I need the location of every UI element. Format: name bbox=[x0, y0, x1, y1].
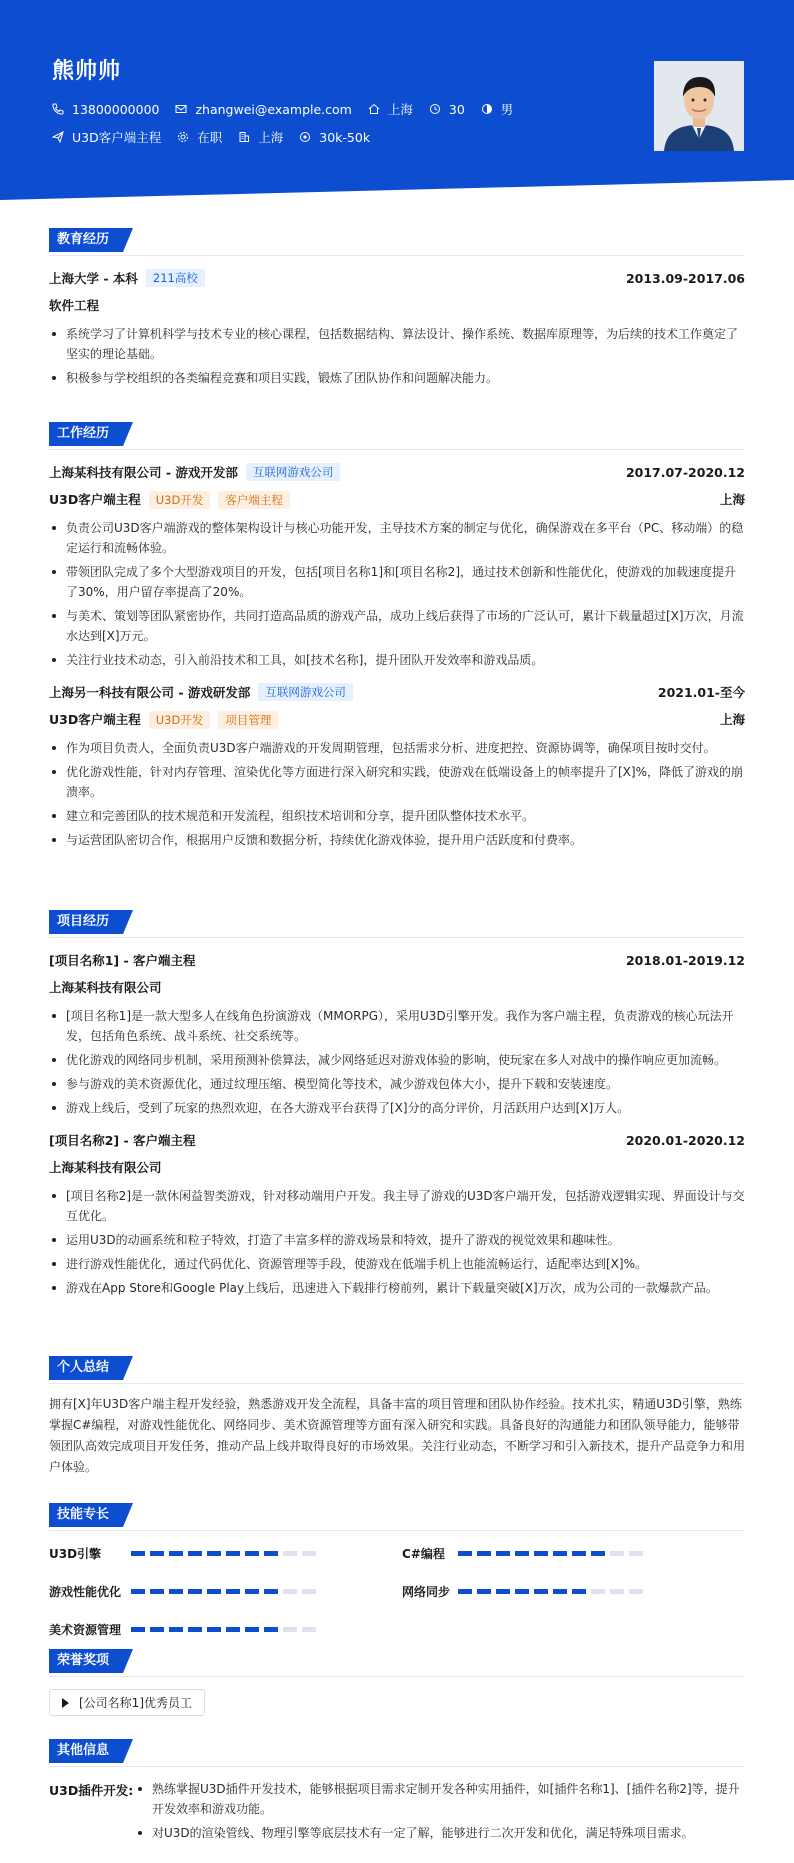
list-item: 游戏在App Store和Google Play上线后，迅速进入下载排行榜前列，累计下载量突破[X]万次，成为公司的一款爆款产品。 bbox=[49, 1278, 745, 1298]
skill-segment bbox=[131, 1551, 145, 1556]
skill-segment bbox=[283, 1589, 297, 1594]
skill-segment bbox=[302, 1627, 316, 1632]
other-title: 其他信息 bbox=[49, 1739, 123, 1763]
mail-icon bbox=[175, 103, 187, 115]
skill-tag: U3D开发 bbox=[149, 711, 211, 729]
age-icon bbox=[429, 103, 441, 115]
list-item: 与美术、策划等团队紧密协作，共同打造高品质的游戏产品，成功上线后获得了市场的广泛认可，累计下载量超过[X]万次，月流水达到[X]万元。 bbox=[49, 606, 745, 646]
list-item: 优化游戏性能，针对内存管理、渲染优化等方面进行深入研究和实践，使游戏在低端设备上的帧率提升了[X]%，降低了游戏的崩溃率。 bbox=[49, 762, 745, 802]
skill-segment bbox=[226, 1551, 240, 1556]
skills-section bbox=[49, 1503, 745, 1653]
skill-segment bbox=[245, 1627, 259, 1632]
section-title bbox=[49, 1356, 745, 1380]
skill-segment bbox=[458, 1551, 472, 1556]
skill-segment bbox=[629, 1589, 643, 1594]
position-text: U3D客户端主程 bbox=[72, 130, 162, 145]
work-city: 上海 bbox=[719, 492, 745, 507]
work-city-text: 上海 bbox=[258, 130, 284, 145]
position-item bbox=[52, 128, 161, 146]
building-icon bbox=[238, 131, 250, 143]
project-company: 上海某科技有限公司 bbox=[49, 980, 162, 995]
skill-segment bbox=[207, 1551, 221, 1556]
section-divider bbox=[49, 255, 745, 256]
list-item: [项目名称1]是一款大型多人在线角色扮演游戏（MMORPG），采用U3D引擎开发。我作为客户端主程，负责游戏的核心玩法开发，包括角色系统、战斗系统、社交系统等。 bbox=[49, 1006, 745, 1046]
gender-text: 男 bbox=[500, 102, 514, 117]
skill-segment bbox=[302, 1551, 316, 1556]
work-city: 上海 bbox=[719, 712, 745, 727]
skill-segment bbox=[534, 1551, 548, 1556]
section-title bbox=[49, 422, 745, 446]
school-name: 上海大学 - 本科 bbox=[49, 271, 138, 286]
skill-segment bbox=[226, 1627, 240, 1632]
skill-segment bbox=[534, 1589, 548, 1594]
summary-title: 个人总结 bbox=[49, 1356, 123, 1380]
education-date: 2013.09-2017.06 bbox=[625, 270, 745, 286]
education-section bbox=[49, 228, 745, 392]
section-divider bbox=[49, 1383, 745, 1384]
salary-item bbox=[299, 130, 370, 145]
work-city-item bbox=[238, 128, 283, 146]
section-title bbox=[49, 228, 745, 252]
work-date: 2017.07-2020.12 bbox=[625, 464, 745, 480]
section-title bbox=[49, 1503, 745, 1527]
award-text: [公司名称1]优秀员工 bbox=[79, 1696, 192, 1710]
skill-level-bar bbox=[131, 1589, 321, 1594]
phone-text: 13800000000 bbox=[72, 101, 160, 117]
salary-text: 30k-50k bbox=[319, 129, 371, 145]
skill-segment bbox=[131, 1627, 145, 1632]
skill-segment bbox=[150, 1589, 164, 1594]
skill-segment bbox=[496, 1589, 510, 1594]
skill-segment bbox=[515, 1589, 529, 1594]
section-divider bbox=[49, 937, 745, 938]
skill-segment bbox=[553, 1551, 567, 1556]
skill-segment bbox=[572, 1589, 586, 1594]
list-item: 游戏上线后，受到了玩家的热烈欢迎，在各大游戏平台获得了[X]分的高分评价，月活跃用户达到[X]万人。 bbox=[49, 1098, 745, 1118]
project-entry bbox=[49, 1130, 745, 1298]
skill-segment bbox=[169, 1551, 183, 1556]
skill-tag: 客户端主程 bbox=[218, 491, 290, 509]
resume-header bbox=[0, 0, 794, 200]
other-label: U3D插件开发: bbox=[49, 1783, 134, 1798]
city-item bbox=[368, 100, 413, 118]
list-item: 对U3D的渲染管线、物理引擎等底层技术有一定了解，能够进行二次开发和优化，满足特殊项目需求。 bbox=[135, 1823, 745, 1843]
skill-tag: 项目管理 bbox=[218, 711, 278, 729]
education-bullets bbox=[49, 324, 745, 388]
skill-level-bar bbox=[458, 1589, 648, 1594]
skill-segment bbox=[629, 1551, 643, 1556]
list-item: 与运营团队密切合作，根据用户反馈和数据分析，持续优化游戏体验，提升用户活跃度和付费率。 bbox=[49, 830, 745, 850]
skill-segment bbox=[150, 1551, 164, 1556]
skill-segment bbox=[610, 1589, 624, 1594]
job-row bbox=[52, 128, 386, 146]
gender-icon bbox=[481, 103, 493, 115]
work-entry bbox=[49, 682, 745, 850]
skill-segment bbox=[150, 1627, 164, 1632]
send-icon bbox=[52, 131, 64, 143]
skill-segment bbox=[169, 1627, 183, 1632]
contact-row bbox=[52, 100, 529, 118]
skill-segment bbox=[458, 1589, 472, 1594]
section-divider bbox=[49, 449, 745, 450]
skill-level-bar bbox=[131, 1627, 321, 1632]
skill-segment bbox=[264, 1589, 278, 1594]
list-item: [项目名称2]是一款休闲益智类游戏，针对移动端用户开发。我主导了游戏的U3D客户端开发，包括游戏逻辑实现、界面设计与交互优化。 bbox=[49, 1186, 745, 1226]
list-item: 进行游戏性能优化，通过代码优化、资源管理等手段，使游戏在低端手机上也能流畅运行，适配率达到[X]%。 bbox=[49, 1254, 745, 1274]
skill-segment bbox=[283, 1627, 297, 1632]
candidate-name: 熊帅帅 bbox=[52, 59, 122, 84]
project-date: 2020.01-2020.12 bbox=[625, 1132, 745, 1148]
section-title bbox=[49, 1739, 745, 1763]
project-entry bbox=[49, 950, 745, 1118]
projects-section bbox=[49, 910, 745, 1302]
list-item: 负责公司U3D客户端游戏的整体架构设计与核心功能开发，主导技术方案的制定与优化，确保游戏在多平台（PC、移动端）的稳定运行和流畅体验。 bbox=[49, 518, 745, 558]
list-item: 积极参与学校组织的各类编程竞赛和项目实践，锻炼了团队协作和问题解决能力。 bbox=[49, 368, 745, 388]
company-name: 上海另一科技有限公司 - 游戏研发部 bbox=[49, 685, 251, 700]
skill-segment bbox=[477, 1589, 491, 1594]
skill-segment bbox=[245, 1589, 259, 1594]
status-item bbox=[177, 128, 222, 146]
industry-tag: 互联网游戏公司 bbox=[246, 463, 341, 481]
skill-segment bbox=[188, 1589, 202, 1594]
other-bullets bbox=[135, 1779, 745, 1847]
email-item bbox=[175, 102, 351, 117]
play-icon bbox=[62, 1698, 69, 1708]
skill-segment bbox=[207, 1627, 221, 1632]
skill-item: 网络同步 bbox=[402, 1581, 648, 1601]
school-tag: 211高校 bbox=[146, 269, 205, 287]
phone-icon bbox=[52, 103, 64, 115]
project-date: 2018.01-2019.12 bbox=[625, 952, 745, 968]
skills-title: 技能专长 bbox=[49, 1503, 123, 1527]
other-section bbox=[49, 1739, 745, 1859]
age-text: 30 bbox=[448, 101, 465, 117]
list-item: 带领团队完成了多个大型游戏项目的开发，包括[项目名称1]和[项目名称2]，通过技术创新和性能优化，使游戏的加载速度提升了30%，用户留存率提高了20%。 bbox=[49, 562, 745, 602]
skill-segment bbox=[131, 1589, 145, 1594]
skill-segment bbox=[245, 1551, 259, 1556]
status-text: 在职 bbox=[197, 130, 223, 145]
section-title bbox=[49, 1649, 745, 1673]
work-title: 工作经历 bbox=[49, 422, 123, 446]
skill-segment bbox=[188, 1627, 202, 1632]
project-name: [项目名称2] - 客户端主程 bbox=[49, 1133, 196, 1148]
skill-segment bbox=[610, 1551, 624, 1556]
job-title: U3D客户端主程 bbox=[49, 492, 141, 507]
gender-item bbox=[481, 100, 514, 118]
salary-icon bbox=[299, 131, 311, 143]
award-item bbox=[49, 1689, 205, 1716]
industry-tag: 互联网游戏公司 bbox=[258, 683, 353, 701]
list-item: 建立和完善团队的技术规范和开发流程，组织技术培训和分享，提升团队整体技术水平。 bbox=[49, 806, 745, 826]
skill-segment bbox=[283, 1551, 297, 1556]
list-item: 系统学习了计算机科学与技术专业的核心课程，包括数据结构、算法设计、操作系统、数据库原理等，为后续的技术工作奠定了坚实的理论基础。 bbox=[49, 324, 745, 364]
skill-item: C#编程 bbox=[402, 1543, 648, 1563]
list-item: 作为项目负责人，全面负责U3D客户端游戏的开发周期管理，包括需求分析、进度把控、资源协调等，确保项目按时交付。 bbox=[49, 738, 745, 758]
home-icon bbox=[368, 103, 380, 115]
skill-level-bar bbox=[458, 1551, 648, 1556]
company-name: 上海某科技有限公司 - 游戏开发部 bbox=[49, 465, 238, 480]
skill-segment bbox=[302, 1589, 316, 1594]
skill-segment bbox=[169, 1589, 183, 1594]
gear-icon bbox=[177, 131, 189, 143]
list-item: 参与游戏的美术资源优化，通过纹理压缩、模型简化等技术，减少游戏包体大小，提升下载和安装速度。 bbox=[49, 1074, 745, 1094]
skill-item: 游戏性能优化 bbox=[49, 1581, 321, 1601]
skill-segment bbox=[515, 1551, 529, 1556]
summary-section bbox=[49, 1356, 745, 1478]
skill-item: U3D引擎 bbox=[49, 1543, 321, 1563]
skill-segment bbox=[477, 1551, 491, 1556]
honors-section bbox=[49, 1649, 745, 1729]
section-divider bbox=[49, 1530, 745, 1531]
skill-item: 美术资源管理 bbox=[49, 1619, 321, 1639]
work-entry bbox=[49, 462, 745, 670]
education-entry-head bbox=[49, 268, 745, 288]
skill-segment bbox=[591, 1551, 605, 1556]
phone-item bbox=[52, 102, 159, 117]
skill-tag: U3D开发 bbox=[149, 491, 211, 509]
skill-segment bbox=[591, 1589, 605, 1594]
skill-segment bbox=[207, 1589, 221, 1594]
list-item: 优化游戏的网络同步机制，采用预测补偿算法，减少网络延迟对游戏体验的影响，使玩家在多人对战中的操作响应更加流畅。 bbox=[49, 1050, 745, 1070]
project-name: [项目名称1] - 客户端主程 bbox=[49, 953, 196, 968]
list-item: 关注行业技术动态，引入前沿技术和工具，如[技术名称]，提升团队开发效率和游戏品质。 bbox=[49, 650, 745, 670]
work-section bbox=[49, 422, 745, 854]
skill-segment bbox=[572, 1551, 586, 1556]
project-company: 上海某科技有限公司 bbox=[49, 1160, 162, 1175]
list-item: 运用U3D的动画系统和粒子特效，打造了丰富多样的游戏场景和特效，提升了游戏的视觉效果和趣味性。 bbox=[49, 1230, 745, 1250]
skill-segment bbox=[188, 1551, 202, 1556]
avatar-image bbox=[654, 61, 744, 151]
city-text: 上海 bbox=[387, 102, 413, 117]
work-date: 2021.01-至今 bbox=[657, 685, 745, 700]
skill-segment bbox=[226, 1589, 240, 1594]
age-item bbox=[429, 102, 465, 117]
skill-segment bbox=[496, 1551, 510, 1556]
email-text: zhangwei@example.com bbox=[195, 101, 352, 117]
avatar bbox=[654, 61, 744, 151]
education-title: 教育经历 bbox=[49, 228, 123, 252]
skill-segment bbox=[264, 1551, 278, 1556]
honors-title: 荣誉奖项 bbox=[49, 1649, 123, 1673]
summary-text: 拥有[X]年U3D客户端主程开发经验，熟悉游戏开发全流程，具备丰富的项目管理和团队协作经验。技术扎实，精通U3D引擎，熟练掌握C#编程，对游戏性能优化、网络同步、美术资源管理等方面有深入研究和实践。具备良好的沟通能力和团队领导能力，能够带领团队高效完成项目开发任务，推动产品上线并取得良好的市场效果。关注行业动态，不断学习和引入新技术，提升产品竞争力和用户体验。 bbox=[49, 1397, 746, 1474]
major: 软件工程 bbox=[49, 298, 100, 313]
job-title: U3D客户端主程 bbox=[49, 712, 141, 727]
skill-segment bbox=[553, 1589, 567, 1594]
list-item: 熟练掌握U3D插件开发技术，能够根据项目需求定制开发各种实用插件，如[插件名称1]、[插件名称2]等，提升开发效率和游戏功能。 bbox=[135, 1779, 745, 1819]
section-title bbox=[49, 910, 745, 934]
section-divider bbox=[49, 1766, 745, 1767]
projects-title: 项目经历 bbox=[49, 910, 123, 934]
skill-segment bbox=[264, 1627, 278, 1632]
section-divider bbox=[49, 1676, 745, 1677]
skill-level-bar bbox=[131, 1551, 321, 1556]
